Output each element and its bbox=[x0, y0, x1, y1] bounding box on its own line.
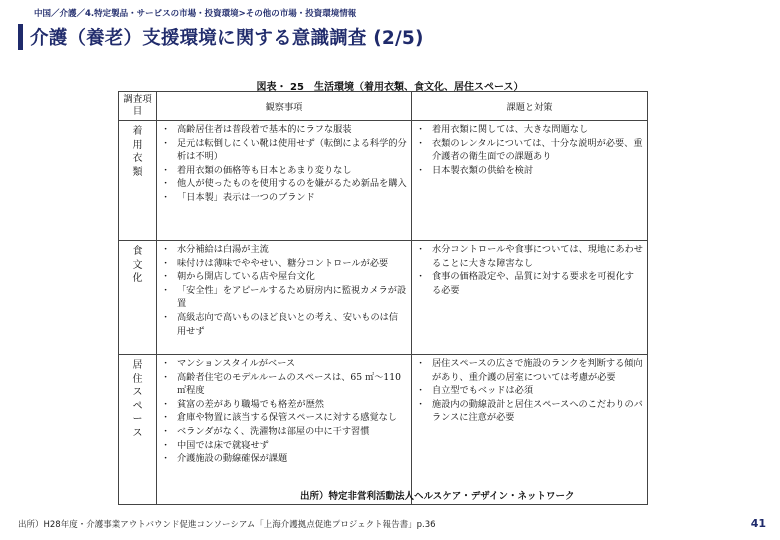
footer-source: 出所）H28年度・介護事業アウトバウンド促進コンソーシアム「上海介護拠点促進プロジェクト報告書」p.36 bbox=[18, 520, 436, 530]
header-issues: 課題と対策 bbox=[412, 92, 648, 121]
list-item: ・ 水分補給は白湯が主流 bbox=[161, 243, 407, 257]
observation-cell bbox=[157, 355, 412, 505]
list-item: ・ 食事の価格設定や、品質に対する要求を可視化する必要 bbox=[416, 270, 643, 297]
list-item: ・ 他人が使ったものを使用するのを嫌がるため新品を購入 bbox=[161, 177, 407, 191]
list-item: ・ 倉庫や物置に該当する保管スペースに対する感覚なし bbox=[161, 411, 407, 425]
list-item: ・ 居住スペースの広さで施設のランクを判断する傾向があり、重介護の居室については考慮が必要 bbox=[416, 357, 643, 384]
figure-caption: 図表・ 25 生活環境（着用衣類、食文化、居住スペース） bbox=[256, 82, 524, 93]
list-item: ・ マンションスタイルがベース bbox=[161, 357, 407, 371]
table-header-row bbox=[119, 92, 648, 121]
list-item: ・ 貧富の差があり職場でも格差が歴然 bbox=[161, 398, 407, 412]
issues-cell bbox=[412, 241, 648, 355]
category-cell: 居住スペース bbox=[119, 355, 157, 505]
list-item: ・ 中国では床で就寝せず bbox=[161, 439, 407, 453]
list-item: ・ 「日本製」表示は一つのブランド bbox=[161, 191, 407, 205]
list-item: ・ 足元は転倒しにくい靴は使用せず（転倒による科学的分析は不明） bbox=[161, 137, 407, 164]
page-title: 介護（養老）支援環境に関する意識調査 (2/5) bbox=[30, 28, 424, 49]
category-cell: 着用衣類 bbox=[119, 121, 157, 241]
list-item: ・ 日本製衣類の供給を検討 bbox=[416, 164, 643, 178]
table-row bbox=[119, 241, 648, 355]
issues-cell bbox=[412, 121, 648, 241]
list-item: ・ 朝から開店している店や屋台文化 bbox=[161, 270, 407, 284]
header-category: 調査項目 bbox=[119, 92, 157, 121]
list-item: ・ 着用衣類に関しては、大きな問題なし bbox=[416, 123, 643, 137]
category-cell: 食文化 bbox=[119, 241, 157, 355]
title-accent-bar bbox=[18, 24, 23, 50]
issues-cell bbox=[412, 355, 648, 505]
list-item: ・ 介護施設の動線確保が課題 bbox=[161, 452, 407, 466]
list-item: ・ 着用衣類の価格等も日本とあまり変りなし bbox=[161, 164, 407, 178]
page-number: 41 bbox=[750, 517, 766, 530]
observation-cell bbox=[157, 241, 412, 355]
living-environment-table bbox=[118, 91, 648, 505]
breadcrumb: 中国／介護／4.特定製品・サービスの市場・投資環境>その他の市場・投資環境情報 bbox=[34, 9, 357, 19]
list-item: ・ 高級志向で高いものほど良いとの考え、安いものは信用せず bbox=[161, 311, 407, 338]
table-row bbox=[119, 121, 648, 241]
list-item: ・ 自立型でもベッドは必須 bbox=[416, 384, 643, 398]
list-item: ・ ベランダがなく、洗濯物は部屋の中に干す習慣 bbox=[161, 425, 407, 439]
figure-source-note: 出所）特定非営利活動法人ヘルスケア・デザイン・ネットワーク bbox=[300, 491, 575, 502]
list-item: ・ 味付けは薄味でややせい、糖分コントロールが必要 bbox=[161, 257, 407, 271]
list-item: ・ 高齢居住者は普段着で基本的にラフな服装 bbox=[161, 123, 407, 137]
list-item: ・ 衣類のレンタルについては、十分な説明が必要、重介護者の衛生面での課題あり bbox=[416, 137, 643, 164]
list-item: ・ 水分コントロールや食事については、現地にあわせることに大きな障害なし bbox=[416, 243, 643, 270]
list-item: ・ 高齢者住宅のモデルルームのスペースは、65 ㎡〜110 ㎡程度 bbox=[161, 371, 407, 398]
list-item: ・ 「安全性」をアピールするため厨房内に監視カメラが設置 bbox=[161, 284, 407, 311]
header-observation: 観察事項 bbox=[157, 92, 412, 121]
list-item: ・ 施設内の動線設計と居住スペースへのこだわりのバランスに注意が必要 bbox=[416, 398, 643, 425]
observation-cell bbox=[157, 121, 412, 241]
table-row bbox=[119, 355, 648, 505]
